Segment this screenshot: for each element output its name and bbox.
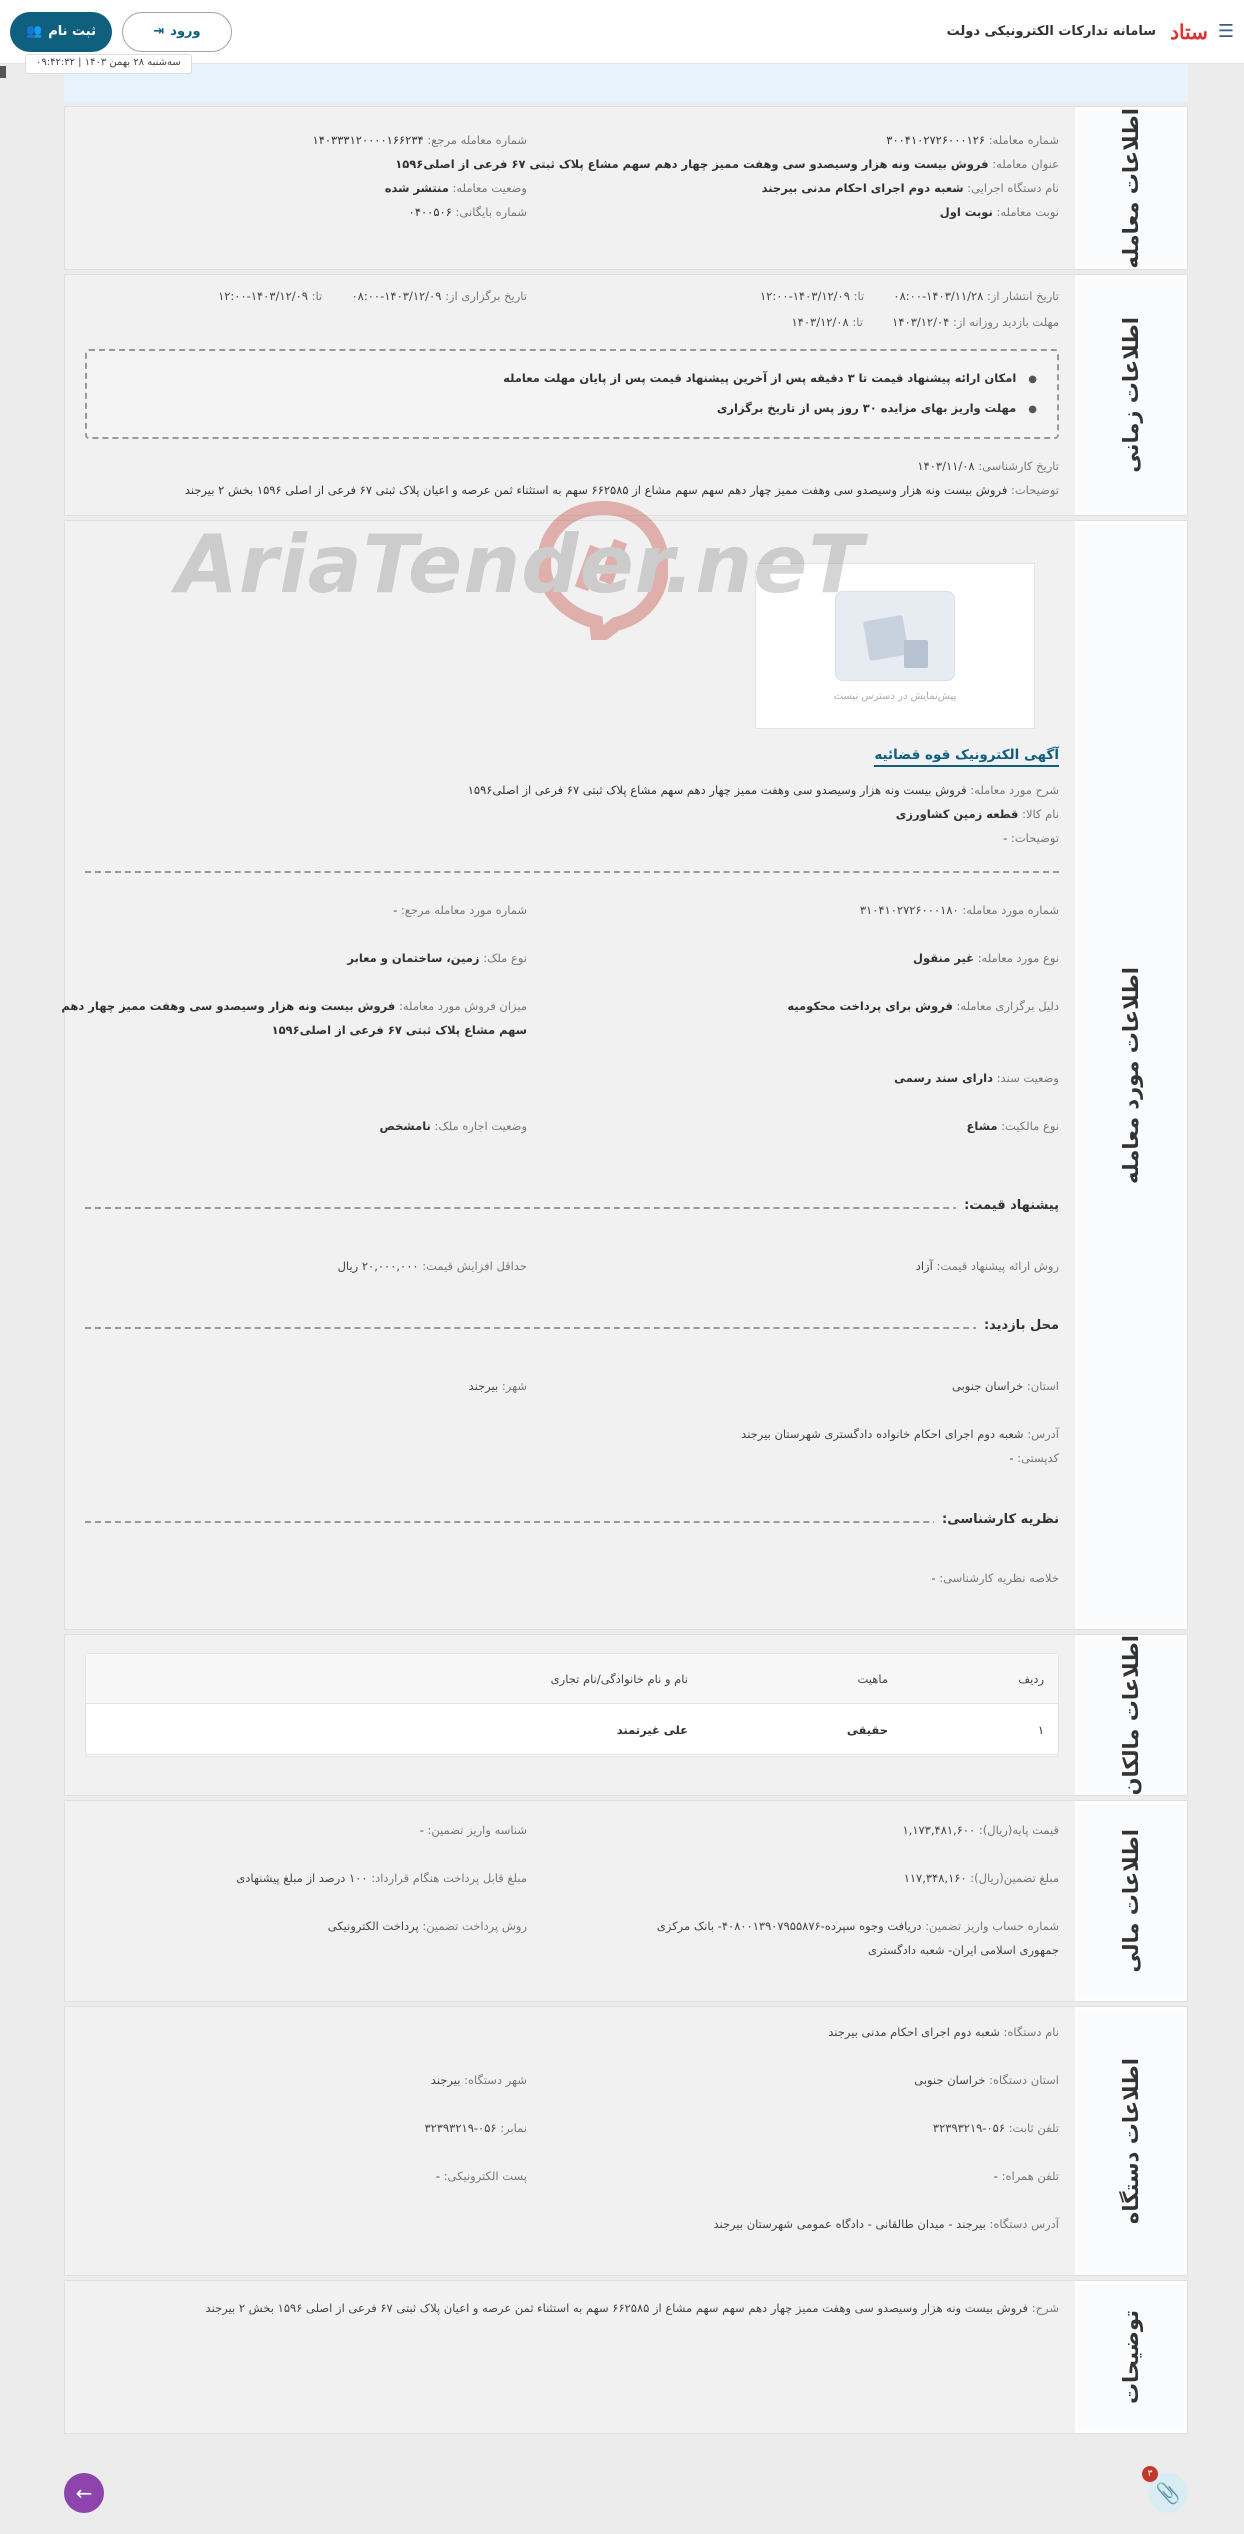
visit-address-label: آدرس: bbox=[1027, 1427, 1059, 1441]
user-plus-icon: 👥 bbox=[26, 24, 43, 39]
divider bbox=[85, 1207, 1059, 1209]
property-type: زمین، ساختمان و معابر bbox=[347, 951, 480, 965]
divider bbox=[85, 1327, 1059, 1329]
condition-item: ● امکان ارائه پیشنهاد قیمت تا ۳ دقیقه پس از آخرین پیشنهاد قیمت پس از پایان مهلت معامله bbox=[503, 371, 1037, 385]
ref-number: ۱۴۰۳۳۳۱۲۰۰۰۰۱۶۶۲۳۴ bbox=[312, 133, 424, 147]
visit-city: بیرجند bbox=[468, 1379, 499, 1393]
visit-subtitle: محل بازدید: bbox=[976, 1318, 1059, 1333]
register-label: ثبت نام bbox=[48, 24, 96, 39]
setad-logo-icon: ستاد bbox=[1170, 19, 1208, 44]
paperclip-icon: 📎 bbox=[1155, 2481, 1181, 2505]
divider bbox=[85, 1521, 1059, 1523]
item-ref-label: شماره مورد معامله مرجع: bbox=[400, 903, 527, 917]
register-button[interactable] bbox=[10, 12, 112, 52]
agency-address: بیرجند - میدان طالقانی - دادگاه عمومی شهرستان بیرجند bbox=[713, 2217, 986, 2231]
condition-item: ● مهلت واریز بهای مزایده ۳۰ روز پس از تاریخ برگزاری bbox=[717, 401, 1037, 415]
doc-status-label: وضعیت سند: bbox=[996, 1071, 1059, 1085]
publish-label: تاریخ انتشار از: bbox=[987, 289, 1059, 303]
deal-number-label: شماره معامله: bbox=[988, 133, 1059, 147]
archive-number: ۰۴۰۰۵۰۶ bbox=[408, 205, 452, 219]
row-number: ۱ bbox=[1037, 1723, 1044, 1737]
notes-value: - bbox=[1003, 831, 1008, 845]
bid-subtitle: پیشنهاد قیمت: bbox=[956, 1198, 1059, 1213]
section-label-col bbox=[1075, 275, 1187, 515]
column-header: ماهیت bbox=[857, 1672, 888, 1686]
site-title: سامانه تدارکات الکترونیکی دولت bbox=[946, 24, 1157, 39]
deal-info-section bbox=[64, 106, 1188, 270]
doc-status: دارای سند رسمی bbox=[894, 1071, 994, 1085]
time-desc: فروش بیست ونه هزار وسیصدو سی وهفت ممیز چهار دهم سهم سهم مشاع از ۶۶۲۵۸۵ سهم به استثناء ثمن عرصه و اعیان پلاک ثبتی ۶۷ فرعی از اصلی ۱۵۹۶ بخش ۲ بیرجند bbox=[184, 483, 1008, 497]
mobile-number: - bbox=[993, 2169, 998, 2183]
owners-section bbox=[64, 1634, 1188, 1796]
expert-summary-label: خلاصه نظریه کارشناسی: bbox=[939, 1571, 1059, 1585]
hold-to: ۱۴۰۳/۱۲/۰۹-۱۲:۰۰ bbox=[218, 289, 308, 303]
status-label: وضعیت معامله: bbox=[452, 181, 527, 195]
section-label-col bbox=[1075, 1635, 1187, 1795]
mobile-label: تلفن همراه: bbox=[1001, 2169, 1059, 2183]
turn-label: نوبت معامله: bbox=[996, 205, 1059, 219]
time-info-section bbox=[64, 274, 1188, 516]
owner-type: حقیقی bbox=[846, 1723, 888, 1737]
ownership-type: مشاع bbox=[966, 1119, 998, 1133]
edge-handle[interactable] bbox=[0, 66, 6, 78]
property-type-label: نوع ملک: bbox=[483, 951, 527, 965]
account-label: شماره حساب واریز تضمین: bbox=[925, 1919, 1059, 1933]
deal-title: فروش بیست ونه هزار وسیصدو سی وهفت ممیز چهار دهم سهم مشاع پلاک ثبتی ۶۷ فرعی از اصلی۱۵۹۶ bbox=[395, 157, 989, 171]
item-desc: فروش بیست ونه هزار وسیصدو سی وهفت ممیز چهار دهم سهم مشاع پلاک ثبتی ۶۷ فرعی از اصلی۱۵۹۶ bbox=[467, 783, 967, 797]
item-ref: - bbox=[393, 903, 398, 917]
date-time-display: سه‌شنبه ۲۸ بهمن ۱۴۰۳ | ۰۹:۴۲:۳۲ bbox=[25, 54, 192, 74]
pay-method: پرداخت الکترونیکی bbox=[327, 1919, 419, 1933]
agency-city: بیرجند bbox=[430, 2073, 461, 2087]
watermark-text: AriaTender.neT bbox=[176, 518, 864, 611]
visit-from: ۱۴۰۳/۱۲/۰۴ bbox=[892, 315, 950, 329]
ownership-type-label: نوع مالکیت: bbox=[1001, 1119, 1059, 1133]
archive-label: شماره بایگانی: bbox=[455, 205, 527, 219]
expert-summary: - bbox=[931, 1571, 936, 1585]
section-label-col bbox=[1075, 2281, 1187, 2433]
guarantee-amount: ۱۱۷,۳۴۸,۱۶۰ bbox=[903, 1871, 967, 1885]
guarantee-id-label: شناسه واریز تضمین: bbox=[427, 1823, 527, 1837]
owner-name: علی غیرتمند bbox=[616, 1723, 688, 1737]
publish-to: ۱۴۰۳/۱۲/۰۹-۱۲:۰۰ bbox=[760, 289, 850, 303]
amount-value-cont: سهم مشاع پلاک ثبتی ۶۷ فرعی از اصلی۱۵۹۶ bbox=[271, 1023, 527, 1037]
lease-label: وضعیت اجاره ملک: bbox=[434, 1119, 527, 1133]
visit-address: شعبه دوم اجرای احکام خانواده دادگستری شهرستان بیرجند bbox=[741, 1427, 1024, 1441]
guarantee-id: - bbox=[419, 1823, 424, 1837]
column-header: ردیف bbox=[1018, 1672, 1044, 1686]
to-label: تا: bbox=[311, 289, 323, 303]
menu-icon[interactable]: ☰ bbox=[1217, 21, 1234, 42]
column-header: نام و نام خانوادگی/نام تجاری bbox=[550, 1672, 688, 1686]
guarantee-amount-label: مبلغ تضمین(ریال): bbox=[970, 1871, 1059, 1885]
login-label: ورود bbox=[170, 24, 201, 39]
item-desc-label: شرح مورد معامله: bbox=[970, 783, 1059, 797]
back-button[interactable] bbox=[64, 2473, 104, 2513]
section-label: اطلاعات مالی bbox=[1119, 1829, 1143, 1973]
deal-number: ۳۰۰۴۱۰۲۷۲۶۰۰۰۱۲۶ bbox=[886, 133, 986, 147]
amount-value: فروش بیست ونه هزار وسیصدو سی وهفت ممیز چهار دهم bbox=[61, 999, 396, 1013]
judiciary-ad-link[interactable]: آگهی الکترونیک قوه قضائیه bbox=[874, 747, 1059, 767]
amount-label: میزان فروش مورد معامله: bbox=[398, 999, 527, 1013]
hold-label: تاریخ برگزاری از: bbox=[445, 289, 527, 303]
expert-date-label: تاریخ کارشناسی: bbox=[978, 459, 1059, 473]
section-label: اطلاعات مالکان bbox=[1119, 1634, 1143, 1796]
fax-number: ۰۵۶-۳۲۳۹۳۲۱۹ bbox=[424, 2121, 497, 2135]
agency-name: شعبه دوم اجرای احکام مدنی بیرجند bbox=[828, 2025, 1000, 2039]
notes-label: توضیحات: bbox=[1010, 831, 1059, 845]
section-label: اطلاعات مورد معامله bbox=[1119, 966, 1143, 1184]
email-value: - bbox=[435, 2169, 441, 2183]
contract-payment-label: مبلغ قابل پرداخت هنگام قرارداد: bbox=[371, 1871, 527, 1885]
image-placeholder-icon bbox=[835, 591, 955, 681]
reason-value: فروش برای پرداخت محکومیه bbox=[787, 999, 953, 1013]
hold-from: ۱۴۰۳/۱۲/۰۹-۰۸:۰۰ bbox=[351, 289, 442, 303]
item-type: غیر منقول bbox=[913, 951, 975, 965]
attachment-count-badge: ۳ bbox=[1142, 2466, 1158, 2482]
section-label-col bbox=[1075, 2007, 1187, 2275]
expert-date: ۱۴۰۳/۱۱/۰۸ bbox=[917, 459, 975, 473]
expert-subtitle: نظریه کارشناسی: bbox=[934, 1512, 1059, 1527]
phone-number: ۰۵۶-۳۲۳۹۳۲۱۹ bbox=[932, 2121, 1006, 2135]
finance-section bbox=[64, 1800, 1188, 2002]
section-label: اطلاعات دستگاه bbox=[1119, 2057, 1143, 2225]
agency-name-label: نام دستگاه: bbox=[1003, 2025, 1059, 2039]
section-label-col bbox=[1075, 1801, 1187, 2001]
section-label-col bbox=[1075, 521, 1187, 1629]
desc-label: شرح: bbox=[1031, 2301, 1059, 2315]
visit-to: ۱۴۰۳/۱۲/۰۸ bbox=[791, 315, 849, 329]
reason-label: دلیل برگزاری معامله: bbox=[956, 999, 1059, 1013]
section-label-col bbox=[1075, 107, 1187, 269]
account-number: دریافت وجوه سپرده-۴۰۸۰۰۱۳۹۰۷۹۵۵۸۷۶- بانک مرکزی bbox=[656, 1919, 922, 1933]
min-increase: ۲۰,۰۰۰,۰۰۰ ریال bbox=[337, 1259, 419, 1273]
deal-title-label: عنوان معامله: bbox=[992, 157, 1059, 171]
table-header bbox=[86, 1654, 1058, 1704]
to-label: تا: bbox=[852, 315, 863, 329]
preview-caption: پیش‌نمایش در دسترس نیست bbox=[833, 690, 957, 702]
arrow-left-icon: ← bbox=[75, 2481, 93, 2505]
base-price: ۱,۱۷۳,۴۸۱,۶۰۰ bbox=[902, 1823, 976, 1837]
item-number-label: شماره مورد معامله: bbox=[962, 903, 1059, 917]
phone-label: تلفن ثابت: bbox=[1008, 2121, 1059, 2135]
section-label: توضیحات bbox=[1119, 2309, 1143, 2405]
time-desc-label: توضیحات: bbox=[1010, 483, 1059, 497]
visit-province-label: استان: bbox=[1026, 1379, 1059, 1393]
account-bank: جمهوری اسلامی ایران- شعبه دادگستری bbox=[868, 1943, 1059, 1957]
visit-city-label: شهر: bbox=[501, 1379, 527, 1393]
lease-status: نامشخص bbox=[379, 1119, 431, 1133]
item-info-section bbox=[61, 520, 1188, 1630]
item-type-label: نوع مورد معامله: bbox=[977, 951, 1059, 965]
email-label: پست الکترونیکی: bbox=[443, 2169, 527, 2183]
item-number: ۳۱۰۴۱۰۲۷۲۶۰۰۰۱۸۰ bbox=[859, 903, 959, 917]
agency-province-label: استان دستگاه: bbox=[989, 2073, 1059, 2087]
info-strip bbox=[64, 64, 1188, 102]
goods-label: نام کالا: bbox=[1022, 807, 1059, 821]
fax-label: نمابر: bbox=[500, 2121, 527, 2135]
top-actions bbox=[10, 12, 232, 52]
descriptions-section bbox=[64, 2280, 1188, 2434]
login-button[interactable] bbox=[122, 12, 232, 52]
to-label: تا: bbox=[853, 289, 865, 303]
agency-name: شعبه دوم اجرای احکام مدنی بیرجند bbox=[761, 181, 964, 195]
image-preview[interactable] bbox=[755, 563, 1035, 729]
agency-label: نام دستگاه اجرایی: bbox=[967, 181, 1059, 195]
bid-method: آزاد bbox=[915, 1259, 933, 1273]
section-label: اطلاعات معامله bbox=[1119, 107, 1143, 269]
agency-section bbox=[64, 2006, 1188, 2276]
status-badge: منتشر شده bbox=[384, 181, 449, 195]
agency-address-label: آدرس دستگاه: bbox=[989, 2217, 1059, 2231]
conditions-box bbox=[85, 349, 1059, 439]
bid-method-label: روش ارائه پیشنهاد قیمت: bbox=[936, 1259, 1059, 1273]
min-increase-label: حداقل افزایش قیمت: bbox=[422, 1259, 527, 1273]
divider bbox=[85, 871, 1059, 873]
table-row bbox=[86, 1705, 1058, 1755]
base-price-label: قیمت پایه(ریال): bbox=[978, 1823, 1059, 1837]
agency-province: خراسان جنوبی bbox=[914, 2073, 986, 2087]
login-icon: ⇥ bbox=[153, 24, 165, 39]
section-label: اطلاعات زمانی bbox=[1119, 317, 1143, 473]
postal-code: - bbox=[1009, 1451, 1014, 1465]
pay-method-label: روش پرداخت تضمین: bbox=[422, 1919, 527, 1933]
goods-name: قطعه زمین کشاورزی bbox=[895, 807, 1019, 821]
visit-label: مهلت بازدید روزانه از: bbox=[953, 315, 1059, 329]
owners-table bbox=[85, 1653, 1059, 1757]
turn-value: نوبت اول bbox=[939, 205, 993, 219]
agency-city-label: شهر دستگاه: bbox=[464, 2073, 527, 2087]
ref-number-label: شماره معامله مرجع: bbox=[427, 133, 527, 147]
desc-value: فروش بیست ونه هزار وسیصدو سی وهفت ممیز چهار دهم سهم سهم مشاع از ۶۶۲۵۸۵ سهم به استثناء ثمن عرصه و اعیان پلاک ثبتی ۶۷ فرعی از اصلی ۱۵۹۶ بخش ۲ بیرجند bbox=[205, 2301, 1029, 2315]
publish-from: ۱۴۰۳/۱۱/۲۸-۰۸:۰۰ bbox=[893, 289, 984, 303]
logo[interactable] bbox=[947, 20, 1208, 44]
contract-payment: ۱۰۰ درصد از مبلغ پیشنهادی bbox=[236, 1871, 368, 1885]
postal-label: کدپستی: bbox=[1017, 1451, 1059, 1465]
visit-province: خراسان جنوبی bbox=[952, 1379, 1024, 1393]
